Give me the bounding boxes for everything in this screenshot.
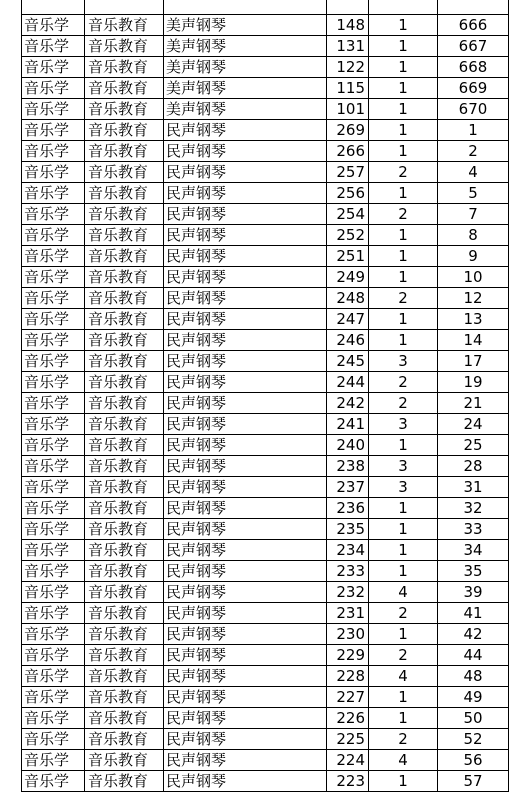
count-cell[interactable]: 4 xyxy=(369,750,438,771)
score-cell[interactable]: 246 xyxy=(327,330,369,351)
major-cell[interactable]: 音乐学 xyxy=(22,15,85,36)
category-cell[interactable]: 民声钢琴 xyxy=(164,183,327,204)
direction-cell[interactable]: 音乐教育 xyxy=(85,57,164,78)
count-cell[interactable]: 2 xyxy=(369,162,438,183)
rank-cell[interactable]: 1 xyxy=(438,120,509,141)
count-cell[interactable]: 3 xyxy=(369,351,438,372)
score-cell[interactable]: 227 xyxy=(327,687,369,708)
rank-cell[interactable]: 17 xyxy=(438,351,509,372)
score-cell[interactable]: 232 xyxy=(327,582,369,603)
table-row xyxy=(22,624,509,645)
direction-cell[interactable]: 音乐教育 xyxy=(85,708,164,729)
rank-cell[interactable]: 34 xyxy=(438,540,509,561)
count-cell[interactable]: 2 xyxy=(369,204,438,225)
category-cell[interactable]: 民声钢琴 xyxy=(164,309,327,330)
direction-cell[interactable]: 音乐教育 xyxy=(85,435,164,456)
score-cell[interactable]: 122 xyxy=(327,57,369,78)
score-cell[interactable]: 148 xyxy=(327,15,369,36)
table-row xyxy=(22,687,509,708)
score-cell[interactable]: 240 xyxy=(327,435,369,456)
direction-cell[interactable]: 音乐教育 xyxy=(85,561,164,582)
major-cell[interactable]: 音乐学 xyxy=(22,57,85,78)
category-cell[interactable]: 民声钢琴 xyxy=(164,267,327,288)
rank-cell[interactable]: 49 xyxy=(438,687,509,708)
score-cell[interactable]: 228 xyxy=(327,666,369,687)
category-cell[interactable]: 民声钢琴 xyxy=(164,435,327,456)
category-cell[interactable]: 民声钢琴 xyxy=(164,750,327,771)
count-cell[interactable]: 1 xyxy=(369,183,438,204)
count-cell[interactable]: 1 xyxy=(369,561,438,582)
count-cell[interactable]: 2 xyxy=(369,603,438,624)
table-row xyxy=(22,183,509,204)
table-row xyxy=(22,78,509,99)
direction-cell[interactable]: 音乐教育 xyxy=(85,372,164,393)
count-cell[interactable]: 1 xyxy=(369,708,438,729)
score-cell[interactable]: 226 xyxy=(327,708,369,729)
major-cell[interactable]: 音乐学 xyxy=(22,456,85,477)
table-row xyxy=(22,582,509,603)
direction-cell[interactable]: 音乐教育 xyxy=(85,246,164,267)
direction-cell[interactable]: 音乐教育 xyxy=(85,204,164,225)
table-row xyxy=(22,708,509,729)
category-cell[interactable]: 美声钢琴 xyxy=(164,99,327,120)
table-row xyxy=(22,36,509,57)
count-cell[interactable]: 1 xyxy=(369,120,438,141)
major-cell[interactable]: 音乐学 xyxy=(22,372,85,393)
table-row xyxy=(22,120,509,141)
score-cell[interactable]: 249 xyxy=(327,267,369,288)
count-cell[interactable]: 2 xyxy=(369,645,438,666)
major-cell[interactable]: 音乐学 xyxy=(22,120,85,141)
rank-cell[interactable]: 13 xyxy=(438,309,509,330)
rank-cell[interactable]: 19 xyxy=(438,372,509,393)
major-cell[interactable]: 音乐学 xyxy=(22,582,85,603)
major-cell[interactable]: 音乐学 xyxy=(22,540,85,561)
table-row xyxy=(22,603,509,624)
direction-cell[interactable]: 音乐教育 xyxy=(85,666,164,687)
category-cell[interactable]: 民声钢琴 xyxy=(164,519,327,540)
category-cell[interactable]: 美声钢琴 xyxy=(164,36,327,57)
category-cell[interactable]: 美声钢琴 xyxy=(164,78,327,99)
major-cell[interactable]: 音乐学 xyxy=(22,183,85,204)
direction-cell[interactable]: 音乐教育 xyxy=(85,582,164,603)
score-cell[interactable]: 252 xyxy=(327,225,369,246)
rank-cell[interactable]: 50 xyxy=(438,708,509,729)
category-cell[interactable]: 民声钢琴 xyxy=(164,288,327,309)
category-cell[interactable]: 民声钢琴 xyxy=(164,246,327,267)
category-cell[interactable]: 民声钢琴 xyxy=(164,351,327,372)
major-cell[interactable]: 音乐学 xyxy=(22,246,85,267)
direction-cell[interactable]: 音乐教育 xyxy=(85,141,164,162)
score-cell[interactable]: 256 xyxy=(327,183,369,204)
count-cell[interactable]: 1 xyxy=(369,57,438,78)
table-row xyxy=(22,729,509,750)
count-cell[interactable]: 1 xyxy=(369,771,438,792)
direction-cell[interactable]: 音乐教育 xyxy=(85,225,164,246)
table-row xyxy=(22,162,509,183)
rank-cell[interactable]: 667 xyxy=(438,36,509,57)
direction-cell[interactable]: 音乐教育 xyxy=(85,36,164,57)
count-cell[interactable]: 1 xyxy=(369,540,438,561)
rank-cell[interactable]: 44 xyxy=(438,645,509,666)
rank-cell[interactable]: 7 xyxy=(438,204,509,225)
score-cell[interactable]: 241 xyxy=(327,414,369,435)
score-cell[interactable]: 244 xyxy=(327,372,369,393)
major-cell[interactable]: 音乐学 xyxy=(22,477,85,498)
major-cell[interactable]: 音乐学 xyxy=(22,330,85,351)
count-cell[interactable]: 1 xyxy=(369,141,438,162)
direction-cell[interactable]: 音乐教育 xyxy=(85,309,164,330)
rank-cell[interactable]: 5 xyxy=(438,183,509,204)
direction-cell[interactable]: 音乐教育 xyxy=(85,267,164,288)
score-cell[interactable] xyxy=(327,0,369,15)
direction-cell[interactable]: 音乐教育 xyxy=(85,729,164,750)
category-cell[interactable]: 民声钢琴 xyxy=(164,456,327,477)
score-cell[interactable]: 225 xyxy=(327,729,369,750)
category-cell[interactable]: 民声钢琴 xyxy=(164,162,327,183)
table-row xyxy=(22,456,509,477)
direction-cell[interactable]: 音乐教育 xyxy=(85,414,164,435)
rank-cell[interactable]: 31 xyxy=(438,477,509,498)
major-cell[interactable]: 音乐学 xyxy=(22,435,85,456)
count-cell[interactable] xyxy=(369,0,438,15)
rank-cell[interactable]: 670 xyxy=(438,99,509,120)
direction-cell[interactable]: 音乐教育 xyxy=(85,603,164,624)
count-cell[interactable]: 1 xyxy=(369,225,438,246)
rank-cell[interactable]: 8 xyxy=(438,225,509,246)
rank-cell[interactable]: 52 xyxy=(438,729,509,750)
score-cell[interactable]: 101 xyxy=(327,99,369,120)
major-cell[interactable]: 音乐学 xyxy=(22,36,85,57)
rank-cell[interactable]: 42 xyxy=(438,624,509,645)
category-cell[interactable]: 民声钢琴 xyxy=(164,666,327,687)
count-cell[interactable]: 4 xyxy=(369,666,438,687)
table-row xyxy=(22,519,509,540)
direction-cell[interactable]: 音乐教育 xyxy=(85,162,164,183)
category-cell[interactable]: 民声钢琴 xyxy=(164,771,327,792)
score-cell[interactable]: 245 xyxy=(327,351,369,372)
major-cell[interactable]: 音乐学 xyxy=(22,498,85,519)
category-cell[interactable]: 民声钢琴 xyxy=(164,141,327,162)
table-row xyxy=(22,351,509,372)
major-cell[interactable]: 音乐学 xyxy=(22,141,85,162)
rank-cell[interactable]: 41 xyxy=(438,603,509,624)
count-cell[interactable]: 1 xyxy=(369,15,438,36)
category-cell[interactable]: 民声钢琴 xyxy=(164,477,327,498)
table-row xyxy=(22,750,509,771)
direction-cell[interactable]: 音乐教育 xyxy=(85,330,164,351)
score-cell[interactable]: 224 xyxy=(327,750,369,771)
count-cell[interactable]: 1 xyxy=(369,519,438,540)
table-row xyxy=(22,225,509,246)
direction-cell[interactable]: 音乐教育 xyxy=(85,15,164,36)
score-cell[interactable]: 247 xyxy=(327,309,369,330)
table-row xyxy=(22,15,509,36)
score-cell[interactable]: 248 xyxy=(327,288,369,309)
score-cell[interactable]: 233 xyxy=(327,561,369,582)
rank-cell[interactable]: 10 xyxy=(438,267,509,288)
major-cell[interactable]: 音乐学 xyxy=(22,561,85,582)
category-cell[interactable]: 民声钢琴 xyxy=(164,708,327,729)
direction-cell[interactable]: 音乐教育 xyxy=(85,456,164,477)
category-cell[interactable]: 民声钢琴 xyxy=(164,561,327,582)
table-row xyxy=(22,267,509,288)
table-row xyxy=(22,204,509,225)
major-cell[interactable]: 音乐学 xyxy=(22,288,85,309)
score-cell[interactable]: 223 xyxy=(327,771,369,792)
score-cell[interactable]: 266 xyxy=(327,141,369,162)
major-cell[interactable]: 音乐学 xyxy=(22,309,85,330)
major-cell[interactable]: 音乐学 xyxy=(22,687,85,708)
score-cell[interactable]: 231 xyxy=(327,603,369,624)
table-row xyxy=(22,309,509,330)
count-cell[interactable]: 1 xyxy=(369,78,438,99)
rank-cell[interactable]: 4 xyxy=(438,162,509,183)
count-cell[interactable]: 1 xyxy=(369,246,438,267)
score-cell[interactable]: 251 xyxy=(327,246,369,267)
major-cell[interactable]: 音乐学 xyxy=(22,708,85,729)
direction-cell[interactable]: 音乐教育 xyxy=(85,120,164,141)
table-row xyxy=(22,246,509,267)
table-row xyxy=(22,645,509,666)
count-cell[interactable]: 1 xyxy=(369,435,438,456)
direction-cell[interactable]: 音乐教育 xyxy=(85,99,164,120)
rank-cell[interactable]: 33 xyxy=(438,519,509,540)
score-cell[interactable]: 269 xyxy=(327,120,369,141)
rank-cell[interactable]: 56 xyxy=(438,750,509,771)
direction-cell[interactable]: 音乐教育 xyxy=(85,351,164,372)
score-cell[interactable]: 234 xyxy=(327,540,369,561)
direction-cell[interactable]: 音乐教育 xyxy=(85,183,164,204)
category-cell[interactable]: 民声钢琴 xyxy=(164,498,327,519)
major-cell[interactable]: 音乐学 xyxy=(22,729,85,750)
count-cell[interactable]: 3 xyxy=(369,477,438,498)
major-cell[interactable]: 音乐学 xyxy=(22,267,85,288)
table-row xyxy=(22,771,509,792)
direction-cell[interactable]: 音乐教育 xyxy=(85,687,164,708)
direction-cell[interactable]: 音乐教育 xyxy=(85,477,164,498)
table-row xyxy=(22,99,509,120)
rank-cell[interactable]: 25 xyxy=(438,435,509,456)
score-cell[interactable]: 236 xyxy=(327,498,369,519)
table-row xyxy=(22,141,509,162)
major-cell[interactable]: 音乐学 xyxy=(22,750,85,771)
rank-cell[interactable]: 21 xyxy=(438,393,509,414)
table-body xyxy=(22,0,509,792)
direction-cell[interactable]: 音乐教育 xyxy=(85,498,164,519)
category-cell[interactable]: 民声钢琴 xyxy=(164,603,327,624)
count-cell[interactable]: 1 xyxy=(369,498,438,519)
category-cell[interactable]: 民声钢琴 xyxy=(164,120,327,141)
rank-cell[interactable]: 669 xyxy=(438,78,509,99)
direction-cell[interactable]: 音乐教育 xyxy=(85,393,164,414)
major-cell[interactable]: 音乐学 xyxy=(22,603,85,624)
category-cell[interactable]: 民声钢琴 xyxy=(164,225,327,246)
count-cell[interactable]: 3 xyxy=(369,456,438,477)
score-cell[interactable]: 238 xyxy=(327,456,369,477)
direction-cell[interactable] xyxy=(85,0,164,15)
rank-cell[interactable]: 48 xyxy=(438,666,509,687)
count-cell[interactable]: 1 xyxy=(369,330,438,351)
major-cell[interactable]: 音乐学 xyxy=(22,624,85,645)
count-cell[interactable]: 1 xyxy=(369,624,438,645)
major-cell[interactable]: 音乐学 xyxy=(22,519,85,540)
major-cell[interactable]: 音乐学 xyxy=(22,162,85,183)
score-cell[interactable]: 242 xyxy=(327,393,369,414)
rank-cell[interactable] xyxy=(438,0,509,15)
count-cell[interactable]: 2 xyxy=(369,372,438,393)
direction-cell[interactable]: 音乐教育 xyxy=(85,78,164,99)
major-cell[interactable]: 音乐学 xyxy=(22,351,85,372)
count-cell[interactable]: 1 xyxy=(369,267,438,288)
category-cell[interactable]: 民声钢琴 xyxy=(164,330,327,351)
direction-cell[interactable]: 音乐教育 xyxy=(85,750,164,771)
table-row xyxy=(22,666,509,687)
count-cell[interactable]: 1 xyxy=(369,36,438,57)
admission-score-table xyxy=(21,0,509,792)
count-cell[interactable]: 2 xyxy=(369,729,438,750)
direction-cell[interactable]: 音乐教育 xyxy=(85,624,164,645)
table-row xyxy=(22,372,509,393)
table-row xyxy=(22,330,509,351)
category-cell[interactable]: 民声钢琴 xyxy=(164,540,327,561)
score-cell[interactable]: 257 xyxy=(327,162,369,183)
table-row xyxy=(22,288,509,309)
count-cell[interactable]: 1 xyxy=(369,309,438,330)
direction-cell[interactable]: 音乐教育 xyxy=(85,645,164,666)
table-row xyxy=(22,0,509,15)
direction-cell[interactable]: 音乐教育 xyxy=(85,771,164,792)
table-row xyxy=(22,498,509,519)
category-cell[interactable]: 民声钢琴 xyxy=(164,372,327,393)
category-cell[interactable]: 美声钢琴 xyxy=(164,57,327,78)
major-cell[interactable] xyxy=(22,0,85,15)
table-row xyxy=(22,435,509,456)
count-cell[interactable]: 1 xyxy=(369,99,438,120)
count-cell[interactable]: 3 xyxy=(369,414,438,435)
rank-cell[interactable]: 668 xyxy=(438,57,509,78)
direction-cell[interactable]: 音乐教育 xyxy=(85,519,164,540)
direction-cell[interactable]: 音乐教育 xyxy=(85,288,164,309)
score-cell[interactable]: 235 xyxy=(327,519,369,540)
category-cell[interactable]: 民声钢琴 xyxy=(164,687,327,708)
major-cell[interactable]: 音乐学 xyxy=(22,771,85,792)
category-cell[interactable] xyxy=(164,0,327,15)
score-cell[interactable]: 229 xyxy=(327,645,369,666)
count-cell[interactable]: 2 xyxy=(369,393,438,414)
category-cell[interactable]: 民声钢琴 xyxy=(164,729,327,750)
major-cell[interactable]: 音乐学 xyxy=(22,204,85,225)
rank-cell[interactable]: 9 xyxy=(438,246,509,267)
major-cell[interactable]: 音乐学 xyxy=(22,225,85,246)
table-row xyxy=(22,477,509,498)
rank-cell[interactable]: 57 xyxy=(438,771,509,792)
score-cell[interactable]: 115 xyxy=(327,78,369,99)
table-row xyxy=(22,414,509,435)
major-cell[interactable]: 音乐学 xyxy=(22,78,85,99)
rank-cell[interactable]: 24 xyxy=(438,414,509,435)
category-cell[interactable]: 民声钢琴 xyxy=(164,582,327,603)
rank-cell[interactable]: 28 xyxy=(438,456,509,477)
major-cell[interactable]: 音乐学 xyxy=(22,645,85,666)
table-row xyxy=(22,561,509,582)
rank-cell[interactable]: 32 xyxy=(438,498,509,519)
score-cell[interactable]: 237 xyxy=(327,477,369,498)
table-row xyxy=(22,57,509,78)
category-cell[interactable]: 民声钢琴 xyxy=(164,393,327,414)
category-cell[interactable]: 民声钢琴 xyxy=(164,204,327,225)
rank-cell[interactable]: 12 xyxy=(438,288,509,309)
major-cell[interactable]: 音乐学 xyxy=(22,393,85,414)
major-cell[interactable]: 音乐学 xyxy=(22,414,85,435)
category-cell[interactable]: 民声钢琴 xyxy=(164,645,327,666)
count-cell[interactable]: 2 xyxy=(369,288,438,309)
score-cell[interactable]: 254 xyxy=(327,204,369,225)
count-cell[interactable]: 1 xyxy=(369,687,438,708)
major-cell[interactable]: 音乐学 xyxy=(22,666,85,687)
rank-cell[interactable]: 39 xyxy=(438,582,509,603)
count-cell[interactable]: 4 xyxy=(369,582,438,603)
category-cell[interactable]: 民声钢琴 xyxy=(164,624,327,645)
category-cell[interactable]: 美声钢琴 xyxy=(164,15,327,36)
major-cell[interactable]: 音乐学 xyxy=(22,99,85,120)
table-row xyxy=(22,540,509,561)
category-cell[interactable]: 民声钢琴 xyxy=(164,414,327,435)
direction-cell[interactable]: 音乐教育 xyxy=(85,540,164,561)
rank-cell[interactable]: 35 xyxy=(438,561,509,582)
score-cell[interactable]: 131 xyxy=(327,36,369,57)
table-row xyxy=(22,393,509,414)
rank-cell[interactable]: 2 xyxy=(438,141,509,162)
rank-cell[interactable]: 14 xyxy=(438,330,509,351)
rank-cell[interactable]: 666 xyxy=(438,15,509,36)
score-cell[interactable]: 230 xyxy=(327,624,369,645)
